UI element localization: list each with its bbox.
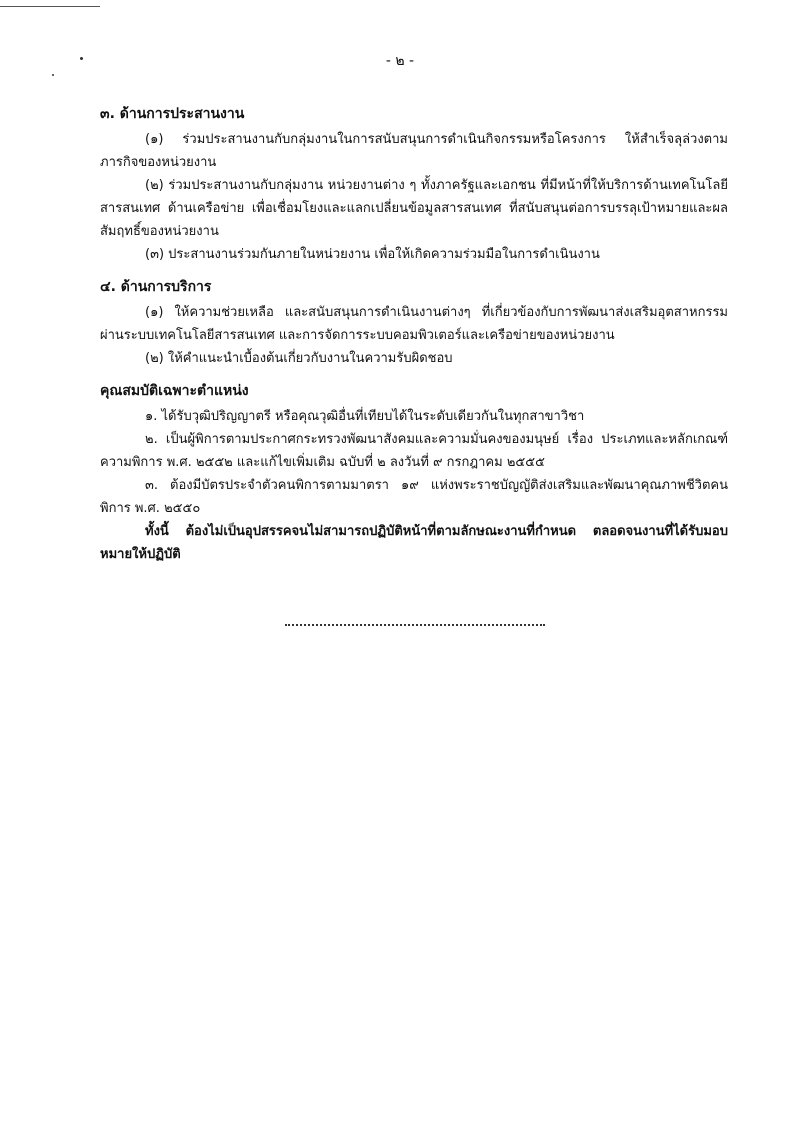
scan-edge-line [0,6,100,7]
dotted-divider [285,624,545,626]
scan-speck [52,74,54,76]
section-qualifications [100,380,728,566]
section-coordination [100,103,728,266]
closing-note: ทั้งนี้ ต้องไม่เป็นอุปสรรคจนไม่สามารถปฏิบัติหน้าที่ตามลักษณะงานที่กำหนด ตลอดจนงานที่ได้รับมอบหมายให้ปฏิบัติ [100,524,728,562]
document-body [100,103,728,566]
paragraph: ๒. เป็นผู้พิการตามประกาศกระทรวงพัฒนาสังคมและความมั่นคงของมนุษย์ เรื่อง ประเภทและหลักเกณฑ์ความพิการ พ.ศ. ๒๕๕๒ และแก้ไขเพิ่มเติม ฉบับที่ ๒ ลงวันที่ ๙ กรกฎาคม ๒๕๕๕ [100,432,728,470]
page-number: - ๒ - [385,53,415,69]
paragraph: (๒) ร่วมประสานงานกับกลุ่มงาน หน่วยงานต่าง ๆ ทั้งภาครัฐและเอกชน ที่มีหน้าที่ให้บริการด้านเทคโนโลยีสารสนเทศ ด้านเครือข่าย เพื่อเชื่อมโยงและแลกเปลี่ยนข้อมูลสารสนเทศ ที่สนับสนุนต่อการบรรลุเป้าหมายและผลสัมฤทธิ์ของหน่วยงาน [100,178,728,239]
paragraph: (๑) ร่วมประสานงานกับกลุ่มงานในการสนับสนุนการดำเนินกิจกรรมหรือโครงการ ให้สำเร็จลุล่วงตามภารกิจของหน่วยงาน [100,132,728,170]
section-heading: ๓. ด้านการประสานงาน [100,106,245,122]
paragraph: (๑) ให้ความช่วยเหลือ และสนับสนุนการดำเนินงานต่างๆ ที่เกี่ยวข้องกับการพัฒนาส่งเสริมอุตสาหกรรมผ่านระบบเทคโนโลยีสารสนเทศ และการจัดการระบบคอมพิวเตอร์และเครือข่ายของหน่วยงาน [100,305,728,343]
section-heading: คุณสมบัติเฉพาะตำแหน่ง [100,383,249,399]
paragraph: (๒) ให้คำแนะนำเบื้องต้นเกี่ยวกับงานในความรับผิดชอบ [145,351,453,366]
paragraph: (๓) ประสานงานร่วมกันภายในหน่วยงาน เพื่อให้เกิดความร่วมมือในการดำเนินงาน [145,247,600,262]
section-heading: ๔. ด้านการบริการ [100,279,212,295]
paragraph: ๑. ได้รับวุฒิปริญญาตรี หรือคุณวุฒิอื่นที่เทียบได้ในระดับเดียวกันในทุกสาขาวิชา [145,409,585,424]
paragraph: ๓. ต้องมีบัตรประจำตัวคนพิการตามมาตรา ๑๙ แห่งพระราชบัญญัติส่งเสริมและพัฒนาคุณภาพชีวิตคนพิการ พ.ศ. ๒๕๕๐ [100,478,728,516]
section-service [100,276,728,370]
